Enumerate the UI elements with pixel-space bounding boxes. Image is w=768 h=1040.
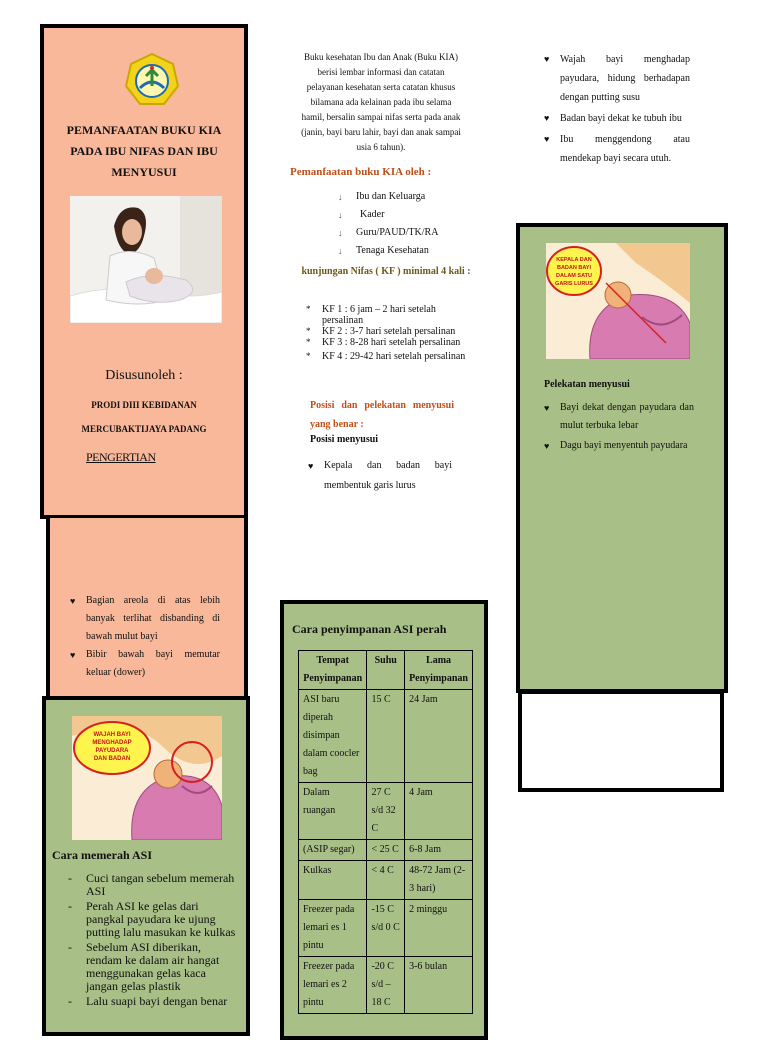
svg-text:DALAM SATU: DALAM SATU xyxy=(556,273,592,279)
arrow-bullet-icon: ↓ xyxy=(338,192,343,202)
campus-logo xyxy=(124,52,180,108)
org-line-1: PRODI DIII KEBIDANAN xyxy=(91,400,197,410)
storage-table xyxy=(298,650,473,1014)
uses-list xyxy=(338,188,488,260)
heart-bullet-icon: ♥ xyxy=(70,596,76,606)
list-item: - Perah ASI ke gelas dari pangkal payudara ke ujung putting lalu masukan ke kulkas xyxy=(68,899,236,939)
heart-bullet-icon: ♥ xyxy=(544,54,550,64)
uses-heading: Pemanfaatan buku KIA oleh : xyxy=(290,166,432,178)
list-item: ↓ Kader xyxy=(338,206,488,224)
table-row: (ASIP segar) < 25 C 6-8 Jam xyxy=(299,840,473,861)
posisi-list-b xyxy=(544,50,690,168)
svg-text:BADAN BAYI: BADAN BAYI xyxy=(556,265,592,271)
pelekatan-heading: Pelekatan menyusui xyxy=(544,379,630,390)
list-item: ♥ Dagu bayi menyentuh payudara xyxy=(544,437,694,455)
org-line-2: MERCUBAKTIJAYA PADANG xyxy=(81,424,207,434)
arrow-bullet-icon: ↓ xyxy=(338,228,343,238)
list-item: ♥ Ibu menggendong atau mendekap bayi secara utuh. xyxy=(544,130,690,168)
table-row: ASI baru diperah disimpan dalam coocler bag 15 C 24 Jam xyxy=(299,690,473,783)
svg-text:GARIS LURUS: GARIS LURUS xyxy=(555,281,593,287)
column-header: Suhu xyxy=(367,651,405,690)
posisi-subheading: Posisi menyusui xyxy=(310,434,379,445)
intro-paragraph: Buku kesehatan Ibu dan Anak (Buku KIA) berisi lembar informasi dan catatan pelayanan kesehatan serta catatan khusus bilamana ada kelainan pada ibu selama hamil, bersalin sampai nifas serta pada anak (janin, bayi baru lahir, bayi dan anak sampai usia 6 tahun). xyxy=(301,52,461,152)
svg-text:MENGHADAP: MENGHADAP xyxy=(92,740,132,746)
list-item: ♥ Kepala dan badan bayi membentuk garis lurus xyxy=(308,456,452,496)
list-item: ♥ Badan bayi dekat ke tubuh ibu xyxy=(544,109,690,128)
table-header-row xyxy=(299,651,473,690)
list-item: - Lalu suapi bayi dengan benar xyxy=(68,994,228,1008)
list-item: - Sebelum ASI diberikan, rendam ke dalam air hangat menggunakan gelas kaca jangan gelas plastik xyxy=(68,940,220,993)
svg-text:DAN BADAN: DAN BADAN xyxy=(93,756,131,762)
heart-bullet-icon: ♥ xyxy=(308,461,314,471)
breastfeeding-photo xyxy=(70,196,222,323)
cover-title: PEMANFAATAN BUKU KIA PADA IBU NIFAS DAN IBU MENYUSUI xyxy=(66,123,222,179)
list-item: ↓ Ibu dan Keluarga xyxy=(338,188,488,206)
pelekatan-continued-list xyxy=(70,592,220,682)
memerah-steps xyxy=(68,872,238,1008)
table-row: Kulkas < 4 C 48-72 Jam (2-3 hari) xyxy=(299,861,473,900)
posisi-list-a xyxy=(308,456,452,496)
heart-bullet-icon: ♥ xyxy=(544,441,550,451)
pelekatan-continued-panel xyxy=(46,518,248,700)
heart-bullet-icon: ♥ xyxy=(544,403,550,413)
memerah-panel xyxy=(42,696,250,1036)
nifas-list xyxy=(306,304,478,365)
penyimpanan-panel xyxy=(280,600,488,1040)
section-label-pengertian: PENGERTIAN xyxy=(86,450,156,464)
svg-text:WAJAH BAYI: WAJAH BAYI xyxy=(93,732,131,738)
straight-line-illustration xyxy=(546,243,690,359)
latching-illustration xyxy=(72,716,222,840)
list-item: ↓ Tenaga Kesehatan xyxy=(338,242,488,260)
list-item: ♥ Bibir bawah bayi memutar keluar (dower) xyxy=(70,646,220,682)
memerah-heading: Cara memerah ASI xyxy=(52,848,152,862)
table-row: Freezer pada lemari es 2 pintu -20 C s/d – 18 C 3-6 bulan xyxy=(299,957,473,1014)
list-item: ♥ Bayi dekat dengan payudara dan mulut terbuka lebar xyxy=(544,399,694,435)
empty-white-panel xyxy=(518,690,724,792)
list-item: - Cuci tangan sebelum memerah ASI xyxy=(68,871,235,898)
list-item: * KF 2 : 3-7 hari setelah persalinan xyxy=(306,326,456,337)
list-item: ♥ Bagian areola di atas lebih banyak terlihat disbanding di bawah mulut bayi xyxy=(70,592,220,646)
heart-bullet-icon: ♥ xyxy=(544,113,550,123)
svg-text:PAYUDARA: PAYUDARA xyxy=(95,748,129,754)
list-item: * KF 3 : 8-28 hari setelah persalinan xyxy=(306,337,461,348)
heart-bullet-icon: ♥ xyxy=(544,134,550,144)
table-row: Freezer pada lemari es 1 pintu -15 C s/d 0 C 2 minggu xyxy=(299,900,473,957)
table-row: Dalam ruangan 27 C s/d 32 C 4 Jam xyxy=(299,783,473,840)
nifas-heading: kunjungan Nifas ( KF ) minimal 4 kali : xyxy=(301,266,471,277)
cover-panel xyxy=(40,24,248,519)
penyimpanan-heading: Cara penyimpanan ASI perah xyxy=(292,622,447,636)
pelekatan-list xyxy=(544,399,694,455)
column-header: Lama Penyimpanan xyxy=(405,651,473,690)
svg-text:KEPALA DAN: KEPALA DAN xyxy=(556,257,592,263)
list-item: ♥ Wajah bayi menghadap payudara, hidung berhadapan dengan putting susu xyxy=(544,50,690,107)
list-item: * KF 1 : 6 jam – 2 hari setelah persalinan xyxy=(306,304,436,326)
heart-bullet-icon: ♥ xyxy=(70,650,76,660)
column-header: Tempat Penyimpanan xyxy=(299,651,367,690)
posisi-heading: Posisi dan pelekatan menyusui yang benar : xyxy=(310,400,454,430)
arrow-bullet-icon: ↓ xyxy=(338,246,343,256)
list-item: ↓ Guru/PAUD/TK/RA xyxy=(338,224,488,242)
pelekatan-panel xyxy=(516,223,728,693)
arrow-bullet-icon: ↓ xyxy=(338,210,343,220)
list-item: * KF 4 : 29-42 hari setelah persalinan xyxy=(306,351,466,362)
compiled-by-label: Disusunoleh : xyxy=(105,368,183,383)
